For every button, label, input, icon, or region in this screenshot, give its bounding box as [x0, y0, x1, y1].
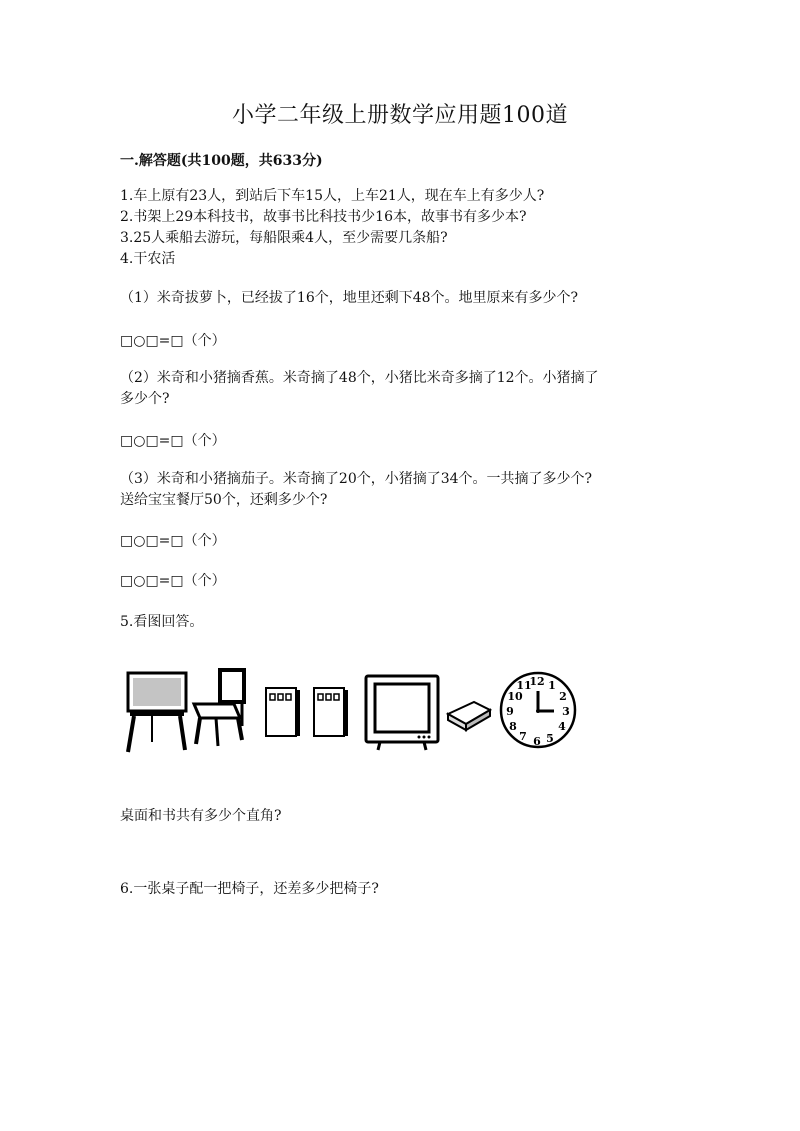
clock-number-4: 4 — [558, 720, 566, 733]
clock-number-8: 8 — [509, 720, 517, 733]
question-group-1-4 — [120, 186, 690, 270]
monitor-icon — [366, 676, 438, 750]
clock-number-5: 5 — [546, 732, 554, 745]
question-4-3-line-1: （3）米奇和小猪摘茄子。米奇摘了20个，小猪摘了34个。一共摘了多少个? — [120, 471, 593, 487]
question-4-3 — [120, 469, 690, 511]
chair-icon — [194, 670, 244, 746]
question-5-ask: 桌面和书共有多少个直角? — [120, 808, 282, 824]
section-heading: 一.解答题(共100题，共633分) — [120, 153, 323, 169]
question-3: 3.25人乘船去游玩，每船限乘4人，至少需要几条船? — [120, 230, 448, 246]
clock-number-3: 3 — [562, 705, 570, 718]
clock-icon — [501, 673, 575, 748]
question-4-1-text: （1）米奇拔萝卜，已经拔了16个，地里还剩下48个。地里原来有多少个? — [120, 290, 579, 306]
question-5: 5.看图回答。 — [120, 614, 204, 630]
page-title: 小学二年级上册数学应用题100道 — [232, 103, 568, 128]
question-4: 4.干农活 — [120, 251, 176, 267]
clock-number-6: 6 — [533, 735, 541, 748]
objects-figure — [122, 664, 582, 754]
book-icon — [314, 688, 348, 736]
objects-figure-svg — [122, 664, 582, 754]
clock-number-9: 9 — [506, 705, 514, 718]
clock-number-7: 7 — [519, 730, 527, 743]
question-2: 2.书架上29本科技书，故事书比科技书少16本，故事书有多少本? — [120, 209, 527, 225]
answer-template: □○□=□（个） — [120, 533, 226, 549]
eraser-icon — [448, 702, 490, 730]
blackboard-icon — [128, 673, 186, 752]
clock-number-10: 10 — [507, 690, 523, 703]
answer-template: □○□=□（个） — [120, 433, 226, 449]
question-4-2-line-2: 多少个? — [120, 391, 170, 407]
question-6: 6.一张桌子配一把椅子，还差多少把椅子? — [120, 881, 379, 897]
clock-number-11: 11 — [516, 679, 532, 692]
question-4-3-line-2: 送给宝宝餐厅50个，还剩多少个? — [120, 492, 328, 508]
clock-number-12: 12 — [529, 675, 545, 688]
answer-template: □○□=□（个） — [120, 333, 226, 349]
question-1: 1.车上原有23人，到站后下车15人，上车21人，现在车上有多少人? — [120, 188, 545, 204]
question-4-1 — [120, 288, 690, 309]
book-icon — [266, 688, 300, 736]
answer-template: □○□=□（个） — [120, 573, 226, 589]
question-4-2 — [120, 368, 690, 410]
clock-number-1: 1 — [548, 679, 556, 692]
clock-number-2: 2 — [559, 690, 567, 703]
question-4-2-line-1: （2）米奇和小猪摘香蕉。米奇摘了48个，小猪比米奇多摘了12个。小猪摘了 — [120, 370, 599, 386]
